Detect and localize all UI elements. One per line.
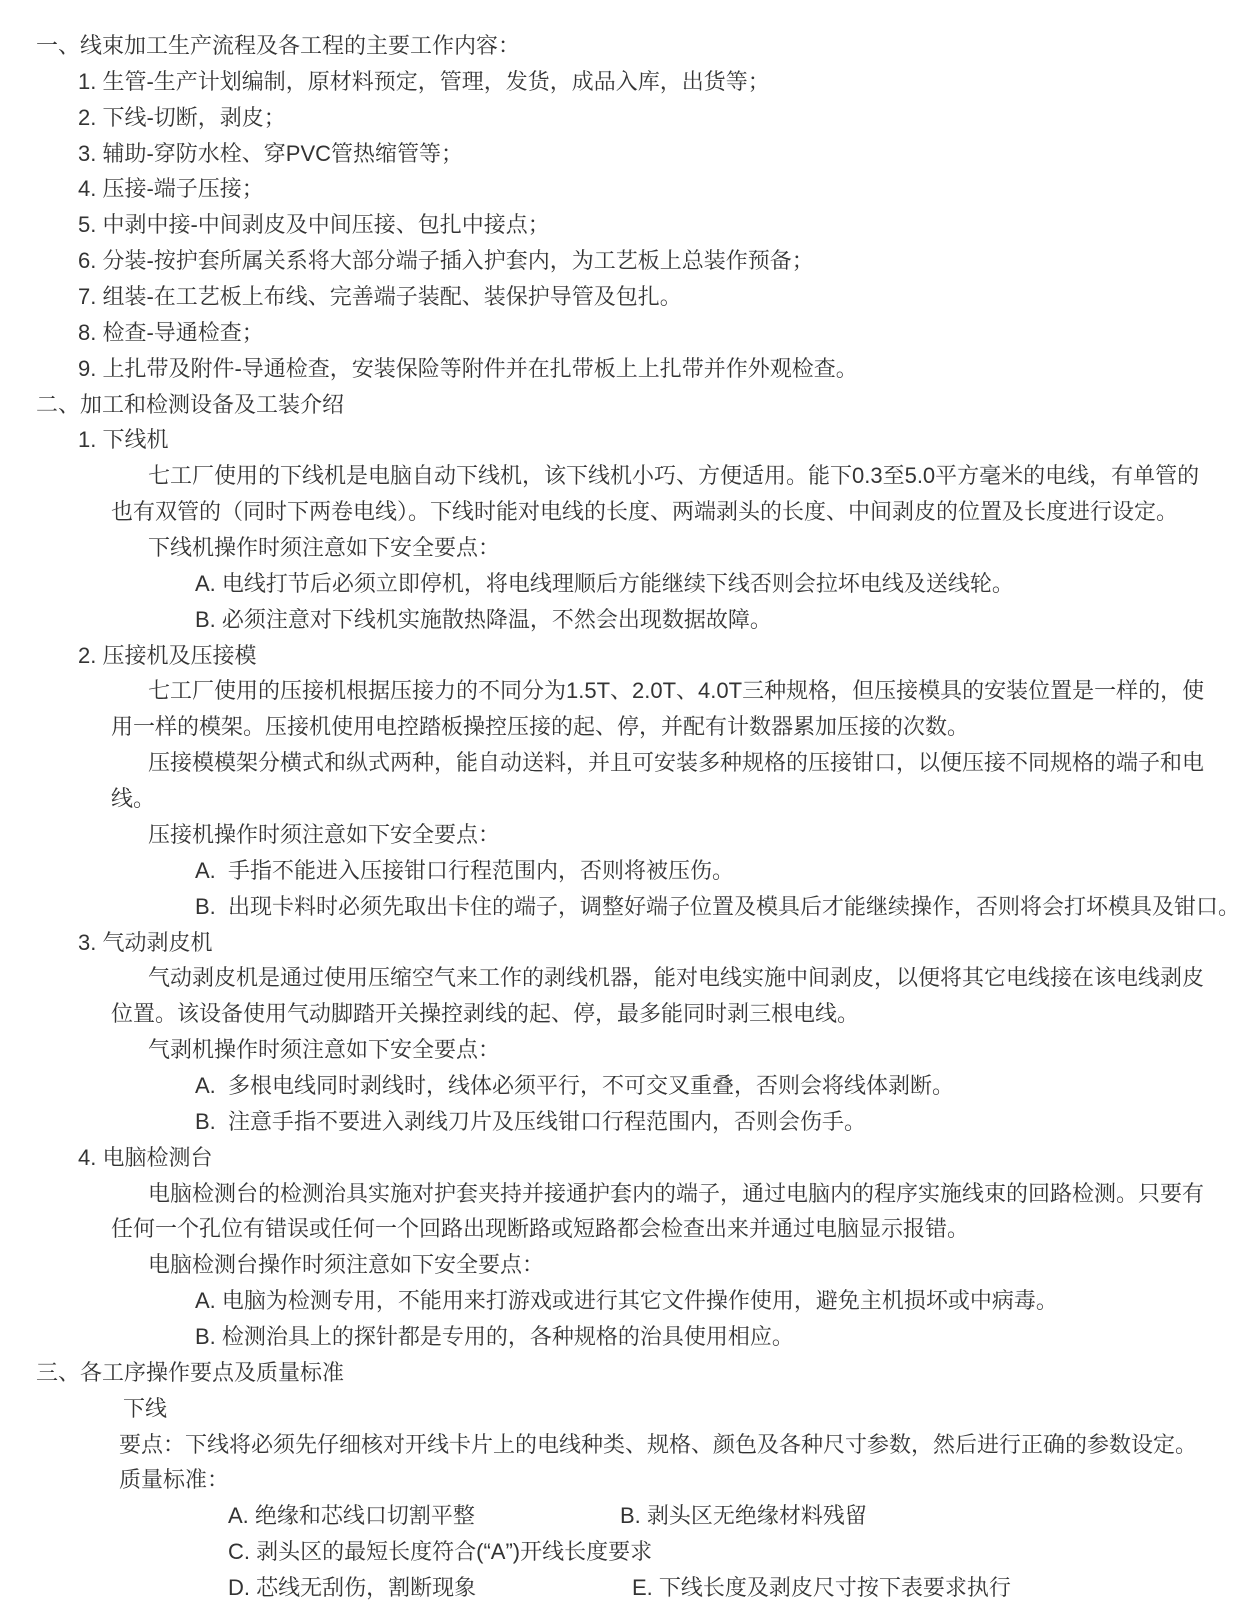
text-segment: 线。 xyxy=(111,786,156,812)
text-line xyxy=(0,996,1241,1032)
text-segment: 4. 电脑检测台 xyxy=(78,1144,213,1170)
text-segment: 质量标准： xyxy=(119,1467,230,1493)
text-segment: 七工厂使用的压接机根据压接力的不同分为1.5T、2.0T、4.0T三种规格，但压接模具的安装位置是一样的，使 xyxy=(148,678,1205,704)
text-segment: 二、加工和检测设备及工装介绍 xyxy=(36,391,345,417)
text-segment: 6. 分装-按护套所属关系将大部分端子插入护套内，为工艺板上总装作预备； xyxy=(78,248,814,274)
text-segment: 也有双管的（同时下两卷电线）。下线时能对电线的长度、两端剥头的长度、中间剥皮的位置及长度进行设定。 xyxy=(111,499,1179,525)
text-segment: 3. 气动剥皮机 xyxy=(78,929,213,955)
text-line xyxy=(0,279,1241,315)
text-line xyxy=(0,1462,1241,1498)
text-line xyxy=(0,1140,1241,1176)
text-segment: 电脑检测台操作时须注意如下安全要点： xyxy=(148,1252,545,1278)
text-segment: 7. 组装-在工艺板上布线、完善端子装配、装保护导管及包扎。 xyxy=(78,284,682,310)
text-line xyxy=(0,422,1241,458)
text-segment: 3. 辅助-穿防水栓、穿PVC管热缩管等； xyxy=(78,140,464,166)
text-segment: A. 手指不能进入压接钳口行程范围内，否则将被压伤。 xyxy=(195,857,735,883)
text-segment: 任何一个孔位有错误或任何一个回路出现断路或短路都会检查出来并通过电脑显示报错。 xyxy=(111,1216,970,1242)
text-segment: 用一样的模架。压接机使用电控踏板操控压接的起、停，并配有计数器累加压接的次数。 xyxy=(111,714,970,740)
text-line xyxy=(0,1068,1241,1104)
text-line xyxy=(0,781,1241,817)
text-segment: B. 出现卡料时必须先取出卡住的端子，调整好端子位置及模具后才能继续操作，否则将会打坏模具及钳口。 xyxy=(195,893,1241,919)
text-line xyxy=(0,745,1241,781)
text-line xyxy=(0,1570,1241,1606)
text-segment: 下线 xyxy=(123,1395,168,1421)
text-segment: 电脑检测台的检测治具实施对护套夹持并接通护套内的端子，通过电脑内的程序实施线束的回路检测。只要有 xyxy=(148,1180,1205,1206)
text-line xyxy=(0,853,1241,889)
text-segment: 三、各工序操作要点及质量标准 xyxy=(36,1359,345,1385)
text-segment: C. 剥头区的最短长度符合(“A”)开线长度要求 xyxy=(228,1539,653,1565)
text-line xyxy=(0,1104,1241,1140)
text-line xyxy=(0,315,1241,351)
text-line xyxy=(0,709,1241,745)
text-line xyxy=(0,817,1241,853)
text-line xyxy=(0,1211,1241,1247)
text-segment: 4. 压接-端子压接； xyxy=(78,176,264,202)
text-line xyxy=(0,243,1241,279)
text-segment: B. 剥头区无绝缘材料残留 xyxy=(620,1503,867,1529)
text-segment: 1. 生管-生产计划编制，原材料预定，管理，发货，成品入库，出货等； xyxy=(78,68,770,94)
text-segment: A. 多根电线同时剥线时，线体必须平行，不可交叉重叠，否则会将线体剥断。 xyxy=(195,1072,955,1098)
text-line xyxy=(0,673,1241,709)
text-line xyxy=(0,566,1241,602)
text-line xyxy=(0,1534,1241,1570)
text-segment: A. 绝缘和芯线口切割平整 xyxy=(228,1503,475,1529)
text-segment: 要点：下线将必须先仔细核对开线卡片上的电线种类、规格、颜色及各种尺寸参数，然后进行正确的参数设定。 xyxy=(119,1431,1198,1457)
text-segment: 气动剥皮机是通过使用压缩空气来工作的剥线机器，能对电线实施中间剥皮，以便将其它电线接在该电线剥皮 xyxy=(148,965,1205,991)
text-segment: 下线机操作时须注意如下安全要点： xyxy=(148,535,501,561)
text-segment: B. 必须注意对下线机实施散热降温，不然会出现数据故障。 xyxy=(195,606,772,632)
text-line xyxy=(0,171,1241,207)
text-line xyxy=(0,925,1241,961)
text-line xyxy=(0,1498,1241,1534)
text-line xyxy=(0,1391,1241,1427)
text-segment: 压接机操作时须注意如下安全要点： xyxy=(148,821,501,847)
text-line xyxy=(0,458,1241,494)
text-segment: 2. 压接机及压接模 xyxy=(78,642,257,668)
text-segment: 七工厂使用的下线机是电脑自动下线机，该下线机小巧、方便适用。能下0.3至5.0平方毫米的电线，有单管的 xyxy=(148,463,1200,489)
text-line xyxy=(0,530,1241,566)
text-line xyxy=(0,136,1241,172)
text-line xyxy=(0,1176,1241,1212)
text-line xyxy=(0,889,1241,925)
text-segment: 一、线束加工生产流程及各工程的主要工作内容： xyxy=(36,33,521,58)
text-segment: D. 芯线无刮伤，割断现象 xyxy=(228,1574,477,1600)
text-line xyxy=(0,602,1241,638)
text-segment: 9. 上扎带及附件-导通检查，安装保险等附件并在扎带板上上扎带并作外观检查。 xyxy=(78,355,858,381)
text-line xyxy=(0,1032,1241,1068)
text-line xyxy=(0,960,1241,996)
text-segment: A. 电线打节后必须立即停机，将电线理顺后方能继续下线否则会拉坏电线及送线轮。 xyxy=(195,570,1014,596)
text-line xyxy=(0,1427,1241,1463)
text-line xyxy=(0,64,1241,100)
text-segment: B. 注意手指不要进入剥线刀片及压线钳口行程范围内，否则会伤手。 xyxy=(195,1108,867,1134)
text-segment: 8. 检查-导通检查； xyxy=(78,319,264,345)
text-line xyxy=(0,351,1241,387)
text-segment: 压接模模架分横式和纵式两种，能自动送料，并且可安装多种规格的压接钳口，以便压接不同规格的端子和电 xyxy=(148,750,1205,776)
text-line xyxy=(0,28,1241,64)
text-line xyxy=(0,638,1241,674)
text-segment: 位置。该设备使用气动脚踏开关操控剥线的起、停，最多能同时剥三根电线。 xyxy=(111,1001,860,1027)
text-line xyxy=(0,1355,1241,1391)
text-segment: B. 检测治具上的探针都是专用的，各种规格的治具使用相应。 xyxy=(195,1323,794,1349)
text-line xyxy=(0,387,1241,423)
text-line xyxy=(0,100,1241,136)
text-line xyxy=(0,1319,1241,1355)
text-segment: A. 电脑为检测专用，不能用来打游戏或进行其它文件操作使用，避免主机损坏或中病毒。 xyxy=(195,1288,1058,1314)
text-segment: 2. 下线-切断，剥皮； xyxy=(78,104,286,130)
text-segment: 气剥机操作时须注意如下安全要点： xyxy=(148,1037,501,1063)
text-line xyxy=(0,207,1241,243)
text-segment: 5. 中剥中接-中间剥皮及中间压接、包扎中接点； xyxy=(78,212,550,238)
text-line xyxy=(0,494,1241,530)
text-line xyxy=(0,1247,1241,1283)
text-line xyxy=(0,1283,1241,1319)
text-segment: E. 下线长度及剥皮尺寸按下表要求执行 xyxy=(632,1574,1011,1600)
text-segment: 1. 下线机 xyxy=(78,427,169,453)
